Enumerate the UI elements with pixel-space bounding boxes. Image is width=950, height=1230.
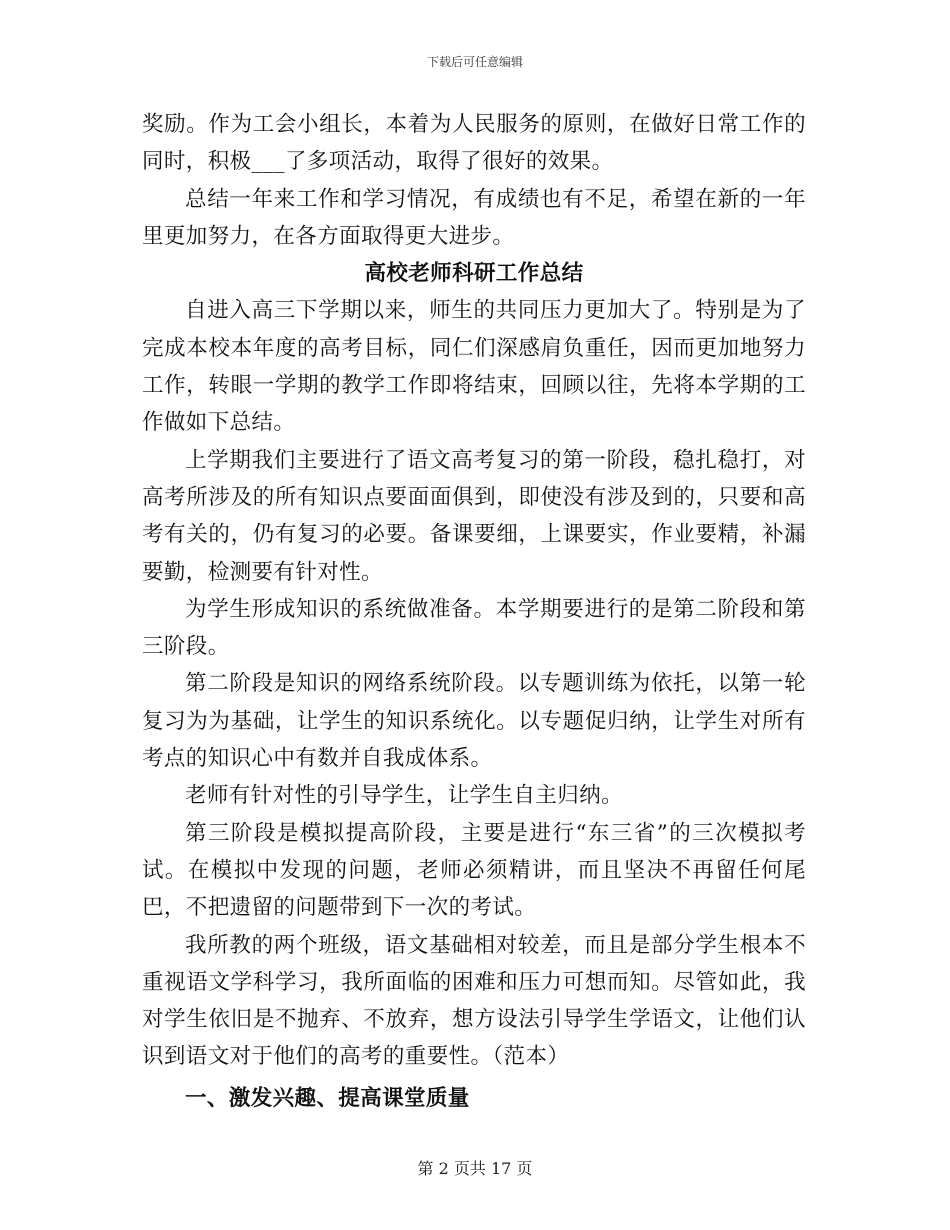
page-header: 下载后可任意编辑	[426, 55, 523, 69]
paragraph: 我所教的两个班级，语文基础相对较差，而且是部分学生根本不重视语文学科学习，我所面临的困难和压力可想而知。尽管如此，我对学生依旧是不抛弃、不放弃，想方设法引导学生学语文，让他们认识到语文对于他们的高考的重要性。（范本）	[142, 932, 806, 1070]
paragraph: 自进入高三下学期以来，师生的共同压力更加大了。特别是为了完成本校本年度的高考目标，同仁们深感肩负重任，因而更加地努力工作，转眼一学期的教学工作即将结束，回顾以往，先将本学期的工作做如下总结。	[142, 298, 806, 436]
paragraph: 为学生形成知识的系统做准备。本学期要进行的是第二阶段和第三阶段。	[142, 596, 806, 660]
paragraph: 第二阶段是知识的网络系统阶段。以专题训练为依托，以第一轮复习为为基础，让学生的知识系统化。以专题促归纳，让学生对所有考点的知识心中有数并自我成体系。	[142, 671, 806, 772]
paragraph: 奖励。作为工会小组长，本着为人民服务的原则，在做好日常工作的同时，积极___了多项活动，取得了很好的效果。	[142, 112, 806, 175]
document-body	[142, 106, 806, 1117]
paragraph: 第三阶段是模拟提高阶段，主要是进行“东三省”的三次模拟考试。在模拟中发现的问题，老师必须精讲，而且坚决不再留任何尾巴，不把遗留的问题带到下一次的考试。	[142, 820, 806, 921]
paragraph: 老师有针对性的引导学生，让学生自主归纳。	[185, 783, 624, 809]
document-title: 高校老师科研工作总结	[364, 261, 584, 287]
page-number: 第 2 页共 17 页	[417, 1159, 533, 1178]
paragraph: 总结一年来工作和学习情况，有成绩也有不足，希望在新的一年里更加努力，在各方面取得更大进步。	[142, 186, 806, 249]
section-heading: 一、激发兴趣、提高课堂质量	[185, 1085, 470, 1111]
paragraph: 上学期我们主要进行了语文高考复习的第一阶段，稳扎稳打，对高考所涉及的所有知识点要面面俱到，即使没有涉及到的，只要和高考有关的，仍有复习的必要。备课要细，上课要实，作业要精，补漏要勤，检测要有针对性。	[142, 447, 806, 585]
